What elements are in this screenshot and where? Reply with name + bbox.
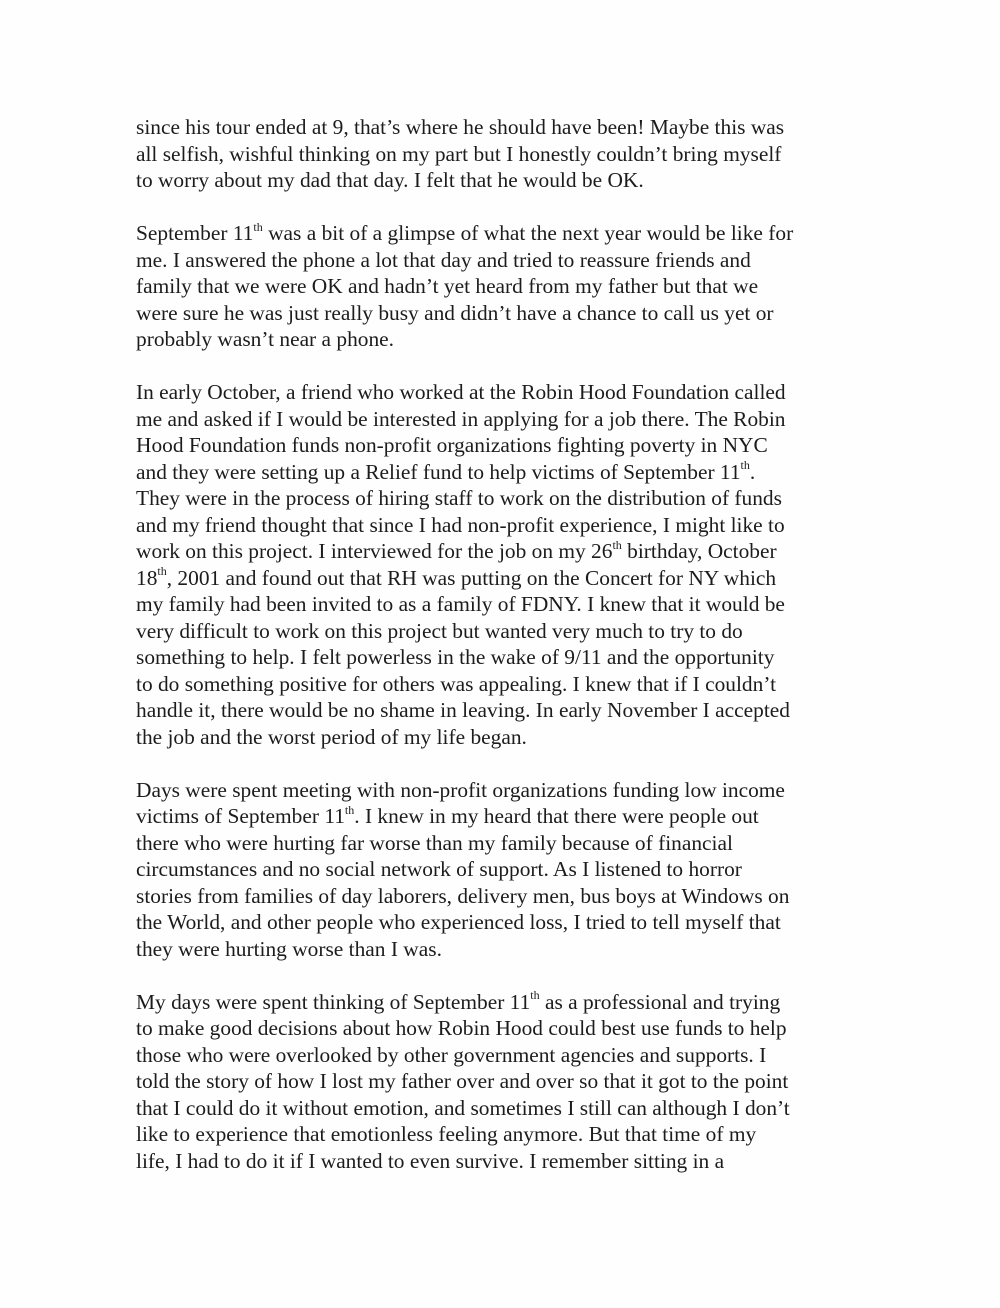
text-line: to do something positive for others was appealing. I knew that if I couldn’t [136, 671, 777, 696]
text-line: those who were overlooked by other government agencies and supports. I [136, 1042, 767, 1067]
text-segment: and they were setting up a Relief fund to help victims of September 11 [136, 459, 741, 484]
text-segment: birthday, October [621, 539, 777, 563]
paragraph [136, 777, 866, 963]
text-segment: . I knew in my heard that there were people out [354, 804, 759, 828]
text-line: to worry about my dad that day. I felt that he would be OK. [136, 168, 644, 192]
text-line [136, 803, 866, 830]
text-line: Days were spent meeting with non-profit organizations funding low income [136, 777, 785, 802]
text-segment: was a bit of a glimpse of what the next year would be like for [262, 221, 794, 245]
text-line: all selfish, wishful thinking on my part but I honestly couldn’t bring myself [136, 141, 782, 166]
paragraph [136, 220, 866, 353]
text-line: that I could do it without emotion, and sometimes I still can although I don’t [136, 1095, 790, 1120]
text-line: and my friend thought that since I had non-profit experience, I might like to [136, 512, 785, 537]
text-segment: My days were spent thinking of September 11 [136, 989, 531, 1014]
text-line: were sure he was just really busy and didn’t have a chance to call us yet or [136, 300, 774, 325]
ordinal-superscript: th [253, 219, 263, 234]
text-line: very difficult to work on this project but wanted very much to try to do [136, 618, 743, 643]
text-line [136, 220, 866, 247]
text-line: there who were hurting far worse than my family because of financial [136, 830, 733, 855]
paragraph [136, 114, 866, 194]
text-line: They were in the process of hiring staff to work on the distribution of funds [136, 486, 782, 510]
text-line: told the story of how I lost my father over and over so that it got to the point [136, 1069, 789, 1093]
text-line: circumstances and no social network of support. As I listened to horror [136, 857, 742, 881]
text-line: my family had been invited to as a family of FDNY. I knew that it would be [136, 592, 785, 616]
text-segment: work on this project. I interviewed for the job on my 26 [136, 539, 613, 563]
text-line: me. I answered the phone a lot that day and tried to reassure friends and [136, 247, 751, 272]
text-line: stories from families of day laborers, delivery men, bus boys at Windows on [136, 883, 790, 908]
ordinal-superscript: th [530, 988, 540, 1003]
text-line [136, 565, 866, 592]
text-line: they were hurting worse than I was. [136, 936, 442, 961]
text-line [136, 459, 866, 486]
text-line: since his tour ended at 9, that’s where he should have been! Maybe this was [136, 115, 785, 139]
text-line: Hood Foundation funds non-profit organizations fighting poverty in NYC [136, 433, 768, 457]
text-line: me and asked if I would be interested in applying for a job there. The Robin [136, 406, 786, 431]
text-line [136, 989, 866, 1016]
text-segment: September 11 [136, 221, 254, 245]
paragraph [136, 989, 866, 1175]
text-segment: , 2001 and found out that RH was putting on the Concert for NY which [166, 565, 777, 590]
text-segment: . [749, 459, 756, 484]
text-line: probably wasn’t near a phone. [136, 327, 394, 351]
ordinal-superscript: th [612, 537, 622, 552]
ordinal-superscript: th [740, 458, 750, 473]
text-line: life, I had to do it if I wanted to even survive. I remember sitting in a [136, 1148, 725, 1173]
text-line: the World, and other people who experienced loss, I tried to tell myself that [136, 910, 781, 934]
text-segment: 18 [136, 565, 158, 590]
text-line: like to experience that emotionless feeling anymore. But that time of my [136, 1122, 757, 1146]
ordinal-superscript: th [157, 564, 167, 579]
paragraph [136, 379, 866, 750]
ordinal-superscript: th [344, 802, 355, 817]
text-line: something to help. I felt powerless in the wake of 9/11 and the opportunity [136, 645, 775, 669]
text-line: In early October, a friend who worked at the Robin Hood Foundation called [136, 380, 786, 404]
text-line [136, 538, 866, 565]
text-segment: as a professional and trying [539, 989, 781, 1014]
text-segment: victims of September 11 [136, 804, 345, 828]
text-line: family that we were OK and hadn’t yet heard from my father but that we [136, 274, 759, 298]
text-line: to make good decisions about how Robin Hood could best use funds to help [136, 1016, 787, 1040]
document-body [136, 114, 866, 1201]
text-line: handle it, there would be no shame in leaving. In early November I accepted [136, 698, 790, 722]
text-line: the job and the worst period of my life began. [136, 724, 527, 749]
